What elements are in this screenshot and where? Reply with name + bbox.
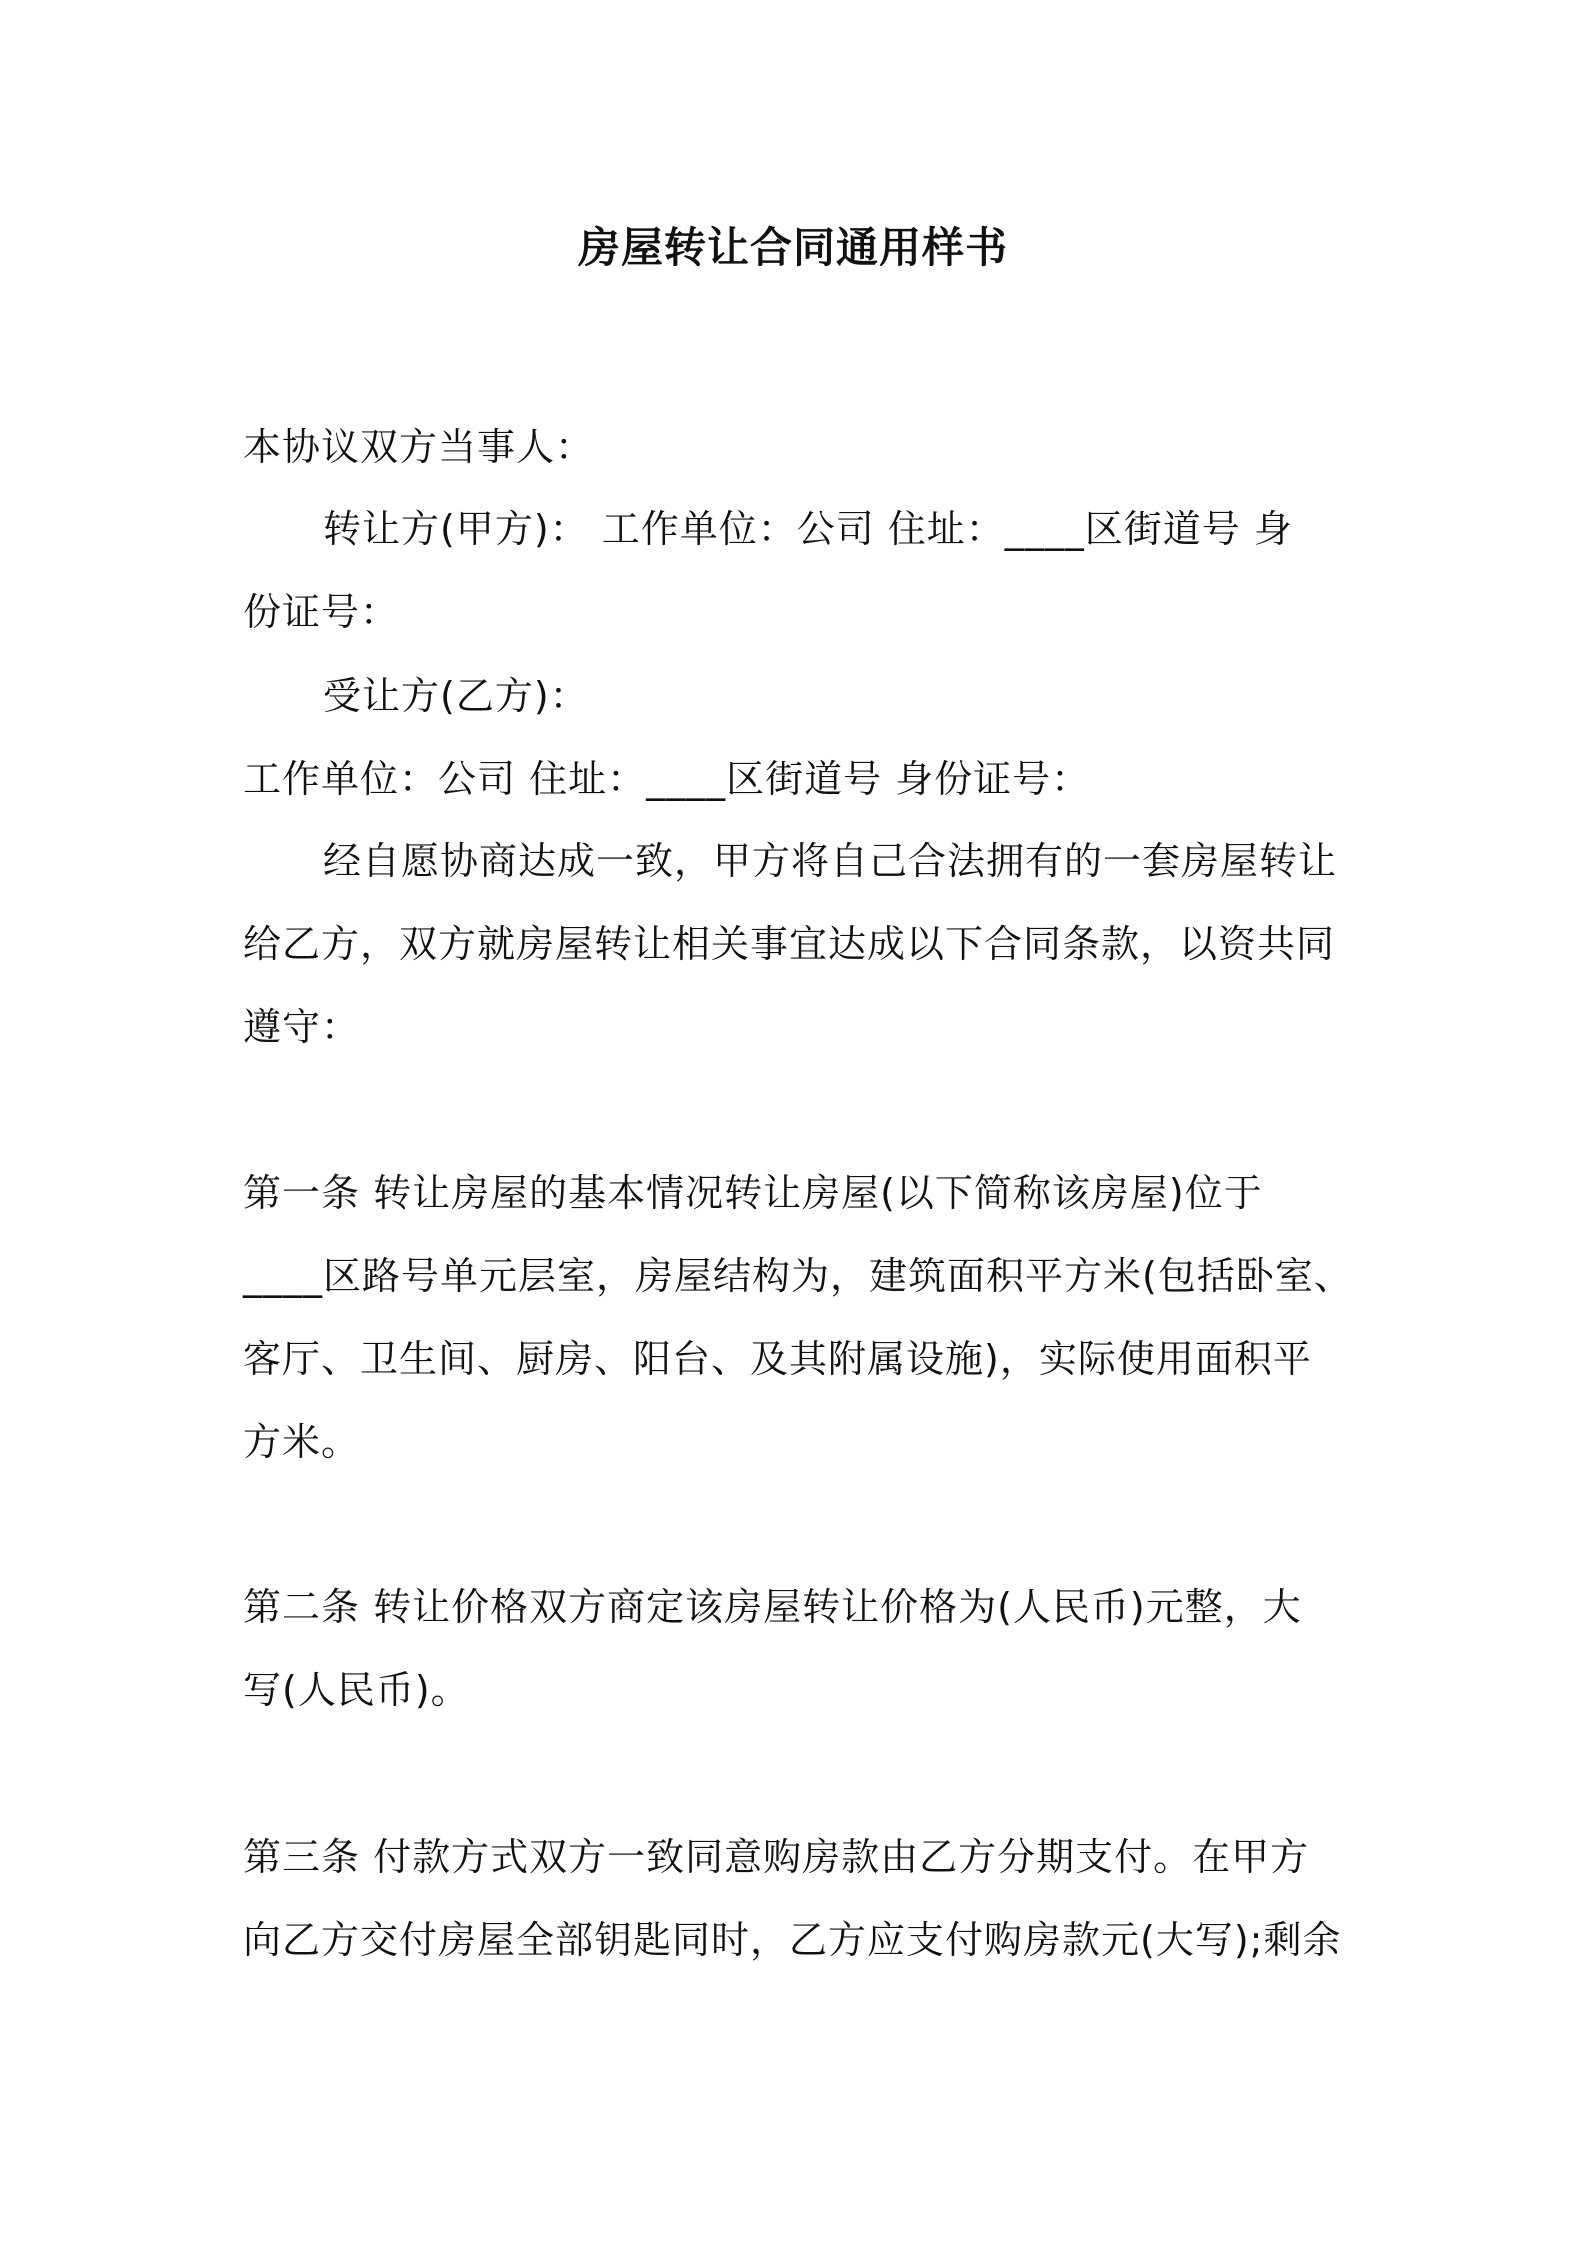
- article-2-line-1: 第二条 转让价格双方商定该房屋转让价格为(人民币)元整，大: [243, 1585, 1302, 1629]
- document-title: 房屋转让合同通用样书: [577, 223, 1008, 272]
- party-b-details: 工作单位：公司 住址：____区街道号 身份证号：: [243, 757, 1091, 801]
- party-b-heading: 受让方(乙方)：: [323, 674, 589, 718]
- party-a-line-1: 转让方(甲方)： 工作单位：公司 住址：____区街道号 身: [323, 507, 1293, 551]
- parties-heading: [243, 406, 1373, 489]
- party-a-block: [243, 488, 1373, 654]
- article-2: [243, 1566, 1373, 1732]
- intro-line-1: 经自愿协商达成一致，甲方将自己合法拥有的一套房屋转让: [323, 839, 1338, 883]
- article-1-line-4: 方米。: [243, 1420, 361, 1464]
- party-a-line-2: 份证号：: [243, 590, 400, 634]
- article-3-line-1: 第三条 付款方式双方一致同意购房款由乙方分期支付。在甲方: [243, 1835, 1310, 1879]
- article-1-line-2: ____区路号单元层室，房屋结构为，建筑面积平方米(包括卧室、: [243, 1254, 1353, 1298]
- parties-heading-text: 本协议双方当事人：: [243, 425, 595, 469]
- intro-paragraph: [243, 820, 1373, 1069]
- intro-line-3: 遵守：: [243, 1005, 361, 1049]
- article-1: [243, 1152, 1373, 1484]
- article-3-line-2: 向乙方交付房屋全部钥匙同时，乙方应支付购房款元(大写);剩余: [243, 1918, 1342, 1962]
- article-1-line-1: 第一条 转让房屋的基本情况转让房屋(以下简称该房屋)位于: [243, 1171, 1263, 1215]
- article-3: [243, 1816, 1373, 1982]
- party-b-block: [243, 655, 1373, 821]
- article-2-line-2: 写(人民币)。: [243, 1668, 470, 1712]
- article-1-line-3: 客厅、卫生间、厨房、阳台、及其附属设施)，实际使用面积平: [243, 1337, 1312, 1381]
- intro-line-2: 给乙方，双方就房屋转让相关事宜达成以下合同条款，以资共同: [243, 922, 1336, 966]
